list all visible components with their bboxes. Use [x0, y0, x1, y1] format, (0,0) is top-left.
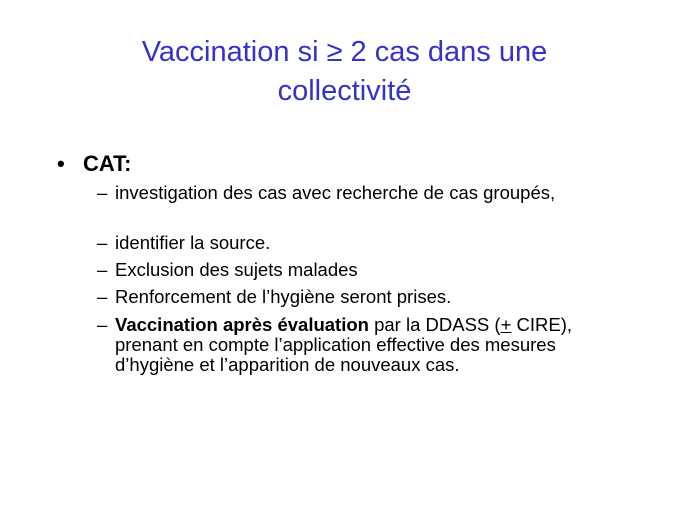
- text-part-2: par la DDASS (: [368, 314, 501, 335]
- slide-title-line-2: collectivité: [277, 75, 412, 107]
- sub-item-text: Exclusion des sujets malades: [115, 259, 358, 280]
- text-part-3: CIRE), prenant en compte l’application effective des mesures d’hygiène et l’apparition de nouveaux cas.: [115, 314, 573, 375]
- sub-item-text: investigation des cas avec recherche de cas groupés,: [115, 182, 556, 203]
- sub-item-4: [97, 287, 617, 307]
- slide-title-line-1: Vaccination si ≥ 2 cas dans une: [141, 36, 548, 68]
- sub-item-text-rich: [115, 315, 617, 375]
- sub-item-text: identifier la source.: [115, 232, 271, 253]
- dash-marker: –: [97, 286, 108, 307]
- dash-marker: –: [97, 259, 108, 280]
- bold-phrase: Vaccination après évaluation: [115, 314, 369, 335]
- sub-item-1: [97, 183, 617, 203]
- sub-item-text: Renforcement de l’hygiène seront prises.: [115, 286, 452, 307]
- dash-marker: –: [97, 314, 108, 335]
- slide-title: [60, 33, 629, 111]
- main-bullet: [57, 152, 131, 176]
- plus-minus-symbol: +: [500, 314, 512, 335]
- sub-item-2: [97, 233, 617, 253]
- bullet-heading: CAT:: [83, 151, 132, 176]
- sub-item-3: [97, 260, 617, 280]
- dash-marker: –: [97, 232, 108, 253]
- dash-marker: –: [97, 182, 108, 203]
- sub-item-5: [97, 315, 617, 375]
- bullet-marker: •: [57, 151, 65, 176]
